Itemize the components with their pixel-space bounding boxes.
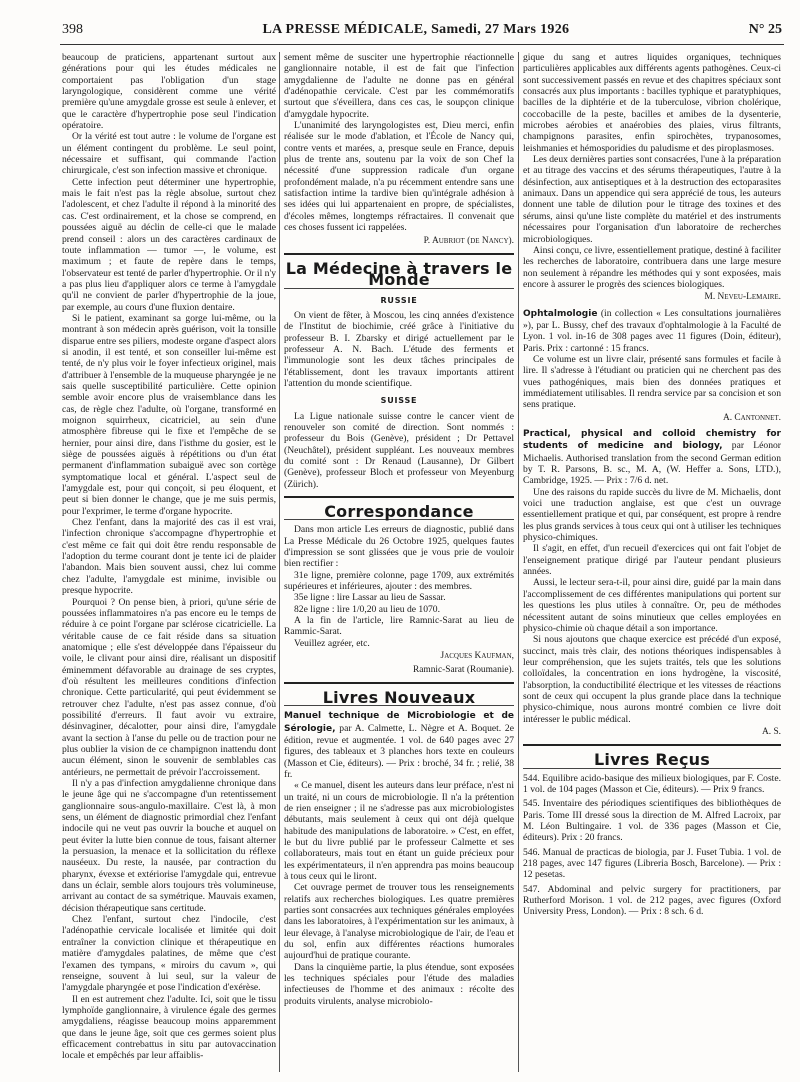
section-rule — [284, 496, 514, 498]
subheading-suisse: SUISSE — [380, 396, 418, 406]
section-title-livres-nouveaux: Livres Nouveaux — [322, 687, 476, 707]
article-paragraph: L'unanimité des laryngologistes est, Dieu merci, enfin réalisée sur le mode d'ablation, et l'École de Nancy qui, contre vents et marées, a, presque seule en France, depuis plus de trente ans, soutenu par la voix de son Chef la nécessité d'une suppression radicale d'un organe profondément malade, n'a pu récemment entendre sans une satisfaction intime la tardive bien qu'intégrale adhésion à ses idées qui lui appartenaient en propre, de spécialistes, d'écoles mêmes, longtemps réfractaires. Il convenait que ces choses fussent ici rappelées. — [284, 120, 514, 234]
review-signature: A. S. — [761, 726, 781, 737]
column-divider-1 — [279, 52, 280, 1072]
list-item: 547. Abdominal and pelvic surgery for practitioners, par Rutherford Morison. 1 vol. de 212 pages, avec figures (Oxford University Press, London). — Prix : 8 sch. 6 d. — [523, 883, 781, 918]
book-title: Practical, physical and colloid chemistry for students of medicine and biology, — [523, 429, 781, 452]
article-paragraph: Or la vérité est tout autre : le volume de l'organe est un élément contingent du problème. Le seul point, nécessaire et suffisant, qui commande l'action chirurgicale, c'est son infection massive et chronique. — [62, 131, 276, 177]
review-paragraph: Les deux dernières parties sont consacrées, l'une à la préparation et au titrage des vaccins et des sérums thérapeutiques, l'autre à la désinfection, aux antiseptiques et à la destruction des ectoparasites animaux. Dans un appendice qui sera apprécié de tous, les auteurs donnent une table de dilution pour le titrage des toxines et des sérums, ainsi qu'une liste complète du matériel et des instruments nécessaires pour l'organisation d'un laboratoire de recherches microbiologiques. — [523, 154, 781, 245]
article-signature: P. Aubriot (de Nancy). — [423, 235, 514, 246]
section-rule — [523, 744, 781, 746]
list-item: 546. Manual de practicas de biologia, par J. Fuset Tubia. 1 vol. de 218 pages, avec 147 figures (Libreria Bosch, Barcelone). — Prix : 12 pesetas. — [523, 846, 781, 881]
news-paragraph: La Ligue nationale suisse contre le cancer vient de renouveler son comité de direction. Sont nommés : professeur du Bois (Genève), président ; Dr Pettavel (Neuchâtel), président suppléant. Les nouveaux membres du comité sont : Dr Renaud (Lausanne), Dr Gilbert (Genève), professeur Bloch et professeur von Meyenburg (Zürich). — [284, 410, 514, 490]
article-paragraph: Cette infection peut déterminer une hypertrophie, mais le fait n'est pas la règle absolue, surtout chez l'adolescent, et chez l'adulte il répond à la minorité des cas. C'est ordinairement, et la chose se comprend, en poussées aiguë au déclin de celle-ci que le malade prend conseil : alors un des caractères cardinaux de toute inflammation — tumor —, le volume, est maximum ; et faute de repère dans le temps, l'observateur est tenté de parler d'hypertrophie. Or il n'y a pas plus lieu d'appliquer alors ce terme à l'amygdale qu'il ne convient de parler d'hypertrophie de la joue, par exemple, au cours d'une fluxion dentaire. — [62, 176, 276, 313]
article-paragraph: Il n'y a pas d'infection amygdalienne chronique dans le jeune âge qui ne s'accompagne d'un retentissement ganglionnaire sous-angulo-maxillaire. C'est là, à mon sens, un élément de diagnostic primordial chez l'enfant indocile qui ne veut pas ouvrir la bouche et auquel on peut éviter la lutte bien connue de tous, faisant alterner la persuasion, la menace et la sollicitation du réflexe nauséeux. Du reste, la nausée, par contraction du pharynx, évexse et extériorise l'amygdale qui, entrevue dans un éclair, semble alors toujours très volumineuse, arrivant au contact de sa symétrique. Mauvais examen, décision thérapeutique sans certitude. — [62, 778, 276, 914]
review-paragraph: Ce volume est un livre clair, présenté sans formules et facile à lire. Il s'adresse à l'étudiant ou praticien qui ne cherchent pas des vues pathogéniques, mais bien des données pratiques et immédiatement utilisables. Il rendra service par sa concision et son sens pratique. — [523, 353, 781, 411]
letter-signature: Jacques Kaufman, — [440, 651, 514, 662]
book-details: (in collection « Les consultations journalières »), par L. Bussy, chef des travaux d'ophtalmologie à la Faculté de Lyon. 1 vol. in-16 de 308 pages avec 11 figures (Doin, éditeur), Paris. Prix : cartonné : 15 francs. — [523, 307, 781, 354]
article-paragraph: Si le patient, examinant sa gorge lui-même, ou la montrant à son médecin après guérison, voit la tonsille disparue entre ses piliers, modeste organe d'aspect alors si anodin, il est tenté, et son conseiller lui-même est tenté, de n'y plus voir le foyer infectieux originel, mais d'attribuer à l'ensemble de la muqueuse pharyngée je ne sais quelle susceptibilité particulière. Cette opinion semble avoir encore plus de vraisemblance dans les cas, de règle chez l'adulte, où l'organe, transformé en moignon squirrheux, cicatriciel, au sein d'une atmosphère fibreuse qui le fixe et l'empêche de se hernier, pour ainsi dire, dans l'isthme du gosier, est le siège de poussées aiguës à répétitions ou d'un état permanent d'inflammation subaiguë avec son cortège symptomatique local et général. L'aspect seul de l'amygdale est, pour qui conçoit, si peu éloquent, et peut si bien donner le change, que je me suis permis, pour l'exprimer, le terme d'organe hypocrite. — [62, 312, 276, 517]
article-paragraph: Pourquoi ? On pense bien, à priori, qu'une série de poussées inflammatoires n'a pas encore eu le temps de réduire à ce point l'organe par sclérose cicatricielle. La véritable cause de ce fait réside dans sa situation anatomique ; elle s'est développée dans l'épaisseur du voile, le clivant pour ainsi dire, réalisant un dispositif éminemment défavorable au drainage de ses cryptes, d'où résultent les meilleures conditions d'infection chronique. Cette particularité, qui peut évidemment se retrouver chez l'adulte, n'est pas assez connue, d'où possibilité d'erreurs. Il faut avoir vu extraire, désinvaginer, décalotter, pour ainsi dire, l'amygdale avant la section à l'anse du pelle ou de traction pour ne plus oublier la vision de ce champignon inattendu dont aucun élément, sinon le souvenir de semblables cas antérieurs, ne permettait de prévoir l'accroissement. — [62, 596, 276, 778]
list-item: 544. Equilibre acido-basique des milieux biologiques, par F. Coste. 1 vol. de 104 pages (Masson et Cie, éditeurs). — Prix 9 francs. — [523, 772, 781, 795]
section-title-livres-recus: Livres Reçus — [594, 750, 710, 770]
review-paragraph: gique du sang et autres liquides organiques, techniques particulières applicables aux différents agents pathogènes. Ceux-ci sont successivement passés en revue et des chapitres spéciaux sont consacrés aux plus importants : bacilles typhique et paratyphiques, bacilles de la diphtérie et de la tuberculose, vibrion cholérique, coccobacille de la peste, bacilles et amibes de la dysenterie, microbes aérobies et anaérobies des plaies, virus filtrants, champignons parasites, enfin spirochètes, trypanosomes, leishmanies et hémosporidies du paludisme et des piroplasmoses. — [523, 52, 781, 154]
book-details: par A. Calmette, L. Nègre et A. Boquet. 2e édition, revue et augmentée. 1 vol. de 640 pages avec 27 figures, des tableaux et 3 planches hors texte en couleurs (Masson et Cie, éditeurs). — Prix : broché, 34 fr. ; relié, 38 fr. — [284, 722, 514, 780]
letter-paragraph: Veuillez agréer, etc. — [294, 637, 370, 649]
letter-place: Ramnic-Sarat (Roumanie). — [412, 664, 514, 675]
review-signature: A. Cantonnet. — [722, 412, 781, 423]
article-paragraph: sement même de susciter une hypertrophie réactionnelle ganglionnaire notable, il est de fait que l'infection amygdalienne de l'adulte ne donne pas en général d'adénopathie cervicale. C'est par les commémoratifs surtout que s'éveillera, dans ces cas, le soupçon clinique d'amygdale hypocrite. — [284, 52, 514, 120]
article-paragraph: Chez l'enfant, surtout chez l'indocile, c'est l'adénopathie cervicale localisée et limitée qui doit entraîner la conviction clinique et thérapeutique en matière d'amygdales palatines, de même que c'est l'examen des tympans, « miroirs du cavum », qui renseigne, souvent à lui seul, sur la valeur de l'amygdale pharyngée et pose l'indication d'exérèse. — [62, 914, 276, 994]
letter-paragraph: 35e ligne : lire Lassar au lieu de Sassar. — [294, 592, 446, 604]
review-paragraph: Une des raisons du rapide succès du livre de M. Michaelis, dont voici une traduction anglaise, est que c'est un ouvrage essentiellement pratique et qui, par conséquent, est propre à rendre les plus grands services à tous ceux qui ont à utiliser les techniques physico-chimiques. — [523, 486, 781, 544]
column-2 — [284, 52, 514, 1072]
issue-number: N° 25 — [748, 22, 782, 37]
section-title-correspondance: Correspondance — [324, 502, 474, 522]
column-divider-2 — [518, 52, 519, 1072]
news-paragraph: On vient de fêter, à Moscou, les cinq années d'existence de l'Institut de biochimie, créé grâce à l'initiative du professeur B. I. Zbarsky et dirigé actuellement par le professeur A. N. Bach. L'étude des ferments et l'immunologie sont les deux tâches principales de l'établissement, dont les travaux importants attirent l'attention du monde scientifique. — [284, 309, 514, 389]
received-books-list — [523, 773, 781, 918]
review-paragraph: « Ce manuel, disent les auteurs dans leur préface, n'est ni un traité, ni un cours de microbiologie. Il n'a la prétention de rien enseigner ; il ne s'adresse pas aux microbiologistes débutants, mais seulement à ceux qui ont déjà quelque habitude des manipulations de laboratoire. » C'est, en effet, le but du livre publié par le professeur Calmette et ses collaborateurs, mais tout en étant un guide précieux pour les expérimentateurs, il n'en apprendra pas moins beaucoup à tous ceux qui le liront. — [284, 780, 514, 882]
review-paragraph: Cet ouvrage permet de trouver tous les renseignements relatifs aux recherches biologiques. Les quatre premières parties sont consacrées aux techniques générales employées dans les laboratoires, à l'expérimentation sur les animaux, à leur élevage, à l'analyse microbiologique de l'air, de l'eau et du sol, enfin aux différentes réactions humorales aujourd'hui de pratique courante. — [284, 882, 514, 962]
list-item: 545. Inventaire des périodiques scientifiques des bibliothèques de Paris. Tome III dressé sous la direction de M. Alfred Lacroix, par M. Léon Bultingaire. 1 vol. de 336 pages (Masson et Cie, éditeurs). Prix : 20 francs. — [523, 798, 781, 844]
letter-paragraph: A la fin de l'article, lire Ramnic-Sarat au lieu de Rammic-Sarat. — [284, 615, 514, 638]
column-3 — [523, 52, 781, 1072]
article-paragraph: Chez l'enfant, dans la majorité des cas il est vrai, l'infection chronique s'accompagne d'hypertrophie et c'est même ce fait qui doit être rendu responsable de l'adoption du terme courant dont je tente ici de plaider l'abandon. Mais bien souvent aussi, chez lui comme chez l'adulte, l'amygdale est minime, invisible ou presque hypocrite. — [62, 517, 276, 597]
review-paragraph: Dans la cinquième partie, la plus étendue, sont exposées les techniques spéciales pour l'étude des maladies infectieuses de l'homme et des animaux : récolte des produits virulents, analyse microbiolo- — [284, 961, 514, 1007]
section-title-medecine: La Médecine à travers le Monde — [285, 258, 513, 290]
letter-paragraph: 82e ligne : lire 1/0,20 au lieu de 1070. — [294, 603, 441, 615]
journal-title: LA PRESSE MÉDICALE, Samedi, 27 Mars 1926 — [262, 22, 570, 37]
letter-paragraph: Dans mon article Les erreurs de diagnostic, publié dans La Presse Médicale du 26 Octobre 1925, quelques fautes d'impression se sont glissées que je vous prie de vouloir bien rectifier : — [284, 524, 514, 570]
article-paragraph: Il en est autrement chez l'adulte. Ici, soit que le tissu lymphoïde ganglionnaire, à virulence égale des germes amygdaliens, réagisse beaucoup moins apparemment que dans le jeune âge, soit que ces germes soient plus efficacement contrebattus in situ par autovaccination locale et empêchés par leur affaiblis- — [62, 993, 276, 1062]
subheading-russie: RUSSIE — [380, 295, 418, 305]
section-rule — [284, 253, 514, 255]
review-paragraph: Ainsi conçu, ce livre, essentiellement pratique, destiné à faciliter les recherches de laboratoire, contribuera dans une large mesure non seulement à répandre les méthodes qui y sont exposées, mais encore à assurer le progrès des sciences biologiques. — [523, 244, 781, 290]
page-header — [62, 22, 782, 42]
page-number: 398 — [62, 22, 83, 37]
article-paragraph: beaucoup de praticiens, appartenant surtout aux générations pour qui les études médicales ne comportaient pas l'obligation d'un stage laryngologique, considèrent comme une vérité première qu'une amygdale grosse est seule à enlever, et que le caractère d'hypertrophie pose seul l'indication opératoire. — [62, 52, 276, 132]
book-title: Manuel technique de Microbiologie et de Sérologie, — [284, 711, 514, 734]
review-paragraph: Il s'agit, en effet, d'un recueil d'exercices qui ont fait l'objet de l'enseignement pratique dirigé par l'auteur pendant plusieurs années. — [523, 543, 781, 578]
review-paragraph: Si nous ajoutons que chaque exercice est précédé d'un exposé, succinct, mais très clair, des notions théoriques indispensables à leur compréhension, que les sujets traités, tels que les solutions colloïdales, la concentration en ions hydrogène, la viscosité, l'absorption, la conductibilité électrique et les vitesses de réactions sont de ceux qui occupent la plus grande place dans la technique physico-chimique, nous aurons montré combien ce livre doit intéresser le public médical. — [523, 634, 781, 725]
book-details: par Léonor Michaelis. Authorised translation from the second German edition by T. R. Parsons, B. sc., M. A, (W. Heffer a. Sons, LTD.), Cambridge, 1925. — Prix : 7/6 d. net. — [523, 440, 781, 487]
header-rule — [60, 44, 784, 45]
letter-paragraph: 31e ligne, première colonne, page 1709, aux extrémités supérieures et inférieures, ajouter : des membres. — [284, 569, 514, 593]
review-signature: M. Neveu-Lemaire. — [704, 292, 781, 303]
section-rule — [284, 682, 514, 684]
review-paragraph: Aussi, le lecteur sera-t-il, pour ainsi dire, guidé par la main dans l'accomplissement de ces différentes manipulations qui portent sur les questions les plus utiles à connaître. Or, peu de méthodes nécessitent autant de soins minutieux que celles employées en physico-chimie où chaque détail a son importance. — [523, 577, 781, 634]
book-title: Ophtalmologie — [523, 308, 598, 319]
column-1 — [62, 52, 276, 1072]
